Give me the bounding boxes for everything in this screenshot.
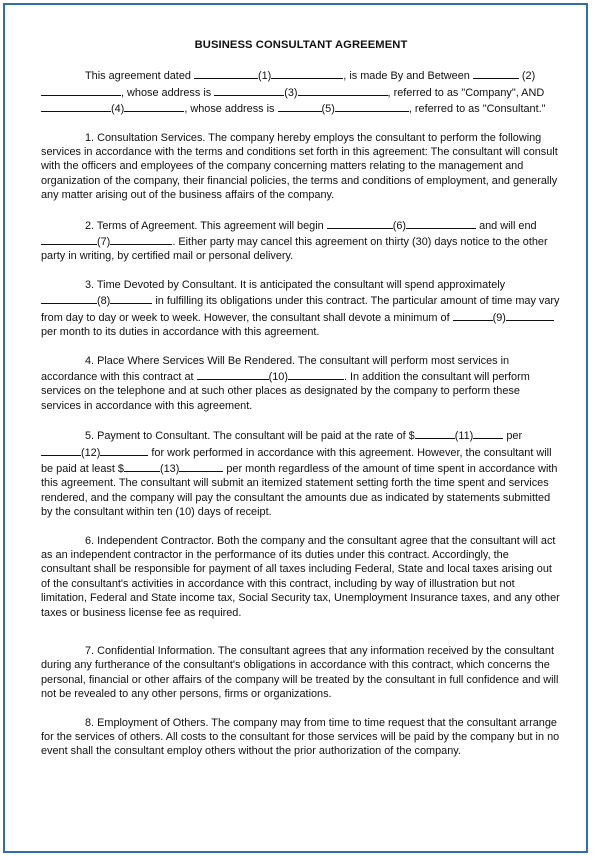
blank-field-3-tail — [298, 84, 388, 96]
intro-paragraph: This agreement dated (1) , is made By and Between (2), whose address is (3) , referred to as "Company", AND (4) , whose address is (5) , referred to as "Consultant." — [41, 67, 561, 116]
blank-field-7-tail — [110, 233, 172, 245]
section-5-payment: 5. Payment to Consultant. The consultant will be paid at the rate of $ (11) per (12) for work performed in accordance with this agreement. However, the consultant will be paid at least $ (13) per month regardless of the amount of time spent in accordance with this agreement. The consultant will submit an itemized statement setting forth the time spent and services rendered, and the company will pay the consultant the amounts due as indicated by statements submitted by the consultant within ten (10) days of receipt. — [41, 427, 561, 519]
blank-field-8-tail — [110, 292, 152, 304]
blank-field-12-tail — [100, 444, 148, 456]
blank-field-1-tail — [271, 67, 343, 79]
blank-field-13 — [124, 460, 160, 472]
agreement-document — [41, 38, 561, 773]
blank-field-7 — [41, 233, 97, 245]
section-6-independent-contractor: 6. Independent Contractor. Both the company and the consultant agree that the consultant will act as an independent contractor in the performance of its duties under this contract. Accordingly, the consultant shall be responsible for payment of all taxes including Federal, State and local taxes arising out of the consultant's activities in accordance with this contract, including by way of illustration but not limitation, Federal and State income tax, Social Security tax, Unemployment Insurance taxes, and any other taxes or business license fee as required. — [41, 534, 560, 619]
blank-field-8 — [41, 292, 97, 304]
section-1-consultation-services: 1. Consultation Services. The company hereby employs the consultant to perform the following services in accordance with the terms and conditions set forth in this agreement: The consultant will consult with the officers and employees of the company concerning matters relating to the management and organization of the company, their financial policies, the terms and conditions of employment, and generally any matter arising out of the business affairs of the company. — [41, 131, 558, 202]
blank-field-4-tail — [124, 100, 184, 112]
blank-field-2-tail — [41, 84, 121, 96]
document-title: BUSINESS CONSULTANT AGREEMENT — [194, 39, 408, 51]
blank-field-5-tail — [335, 100, 409, 112]
section-7-confidential-information: 7. Confidential Information. The consultant agrees that any information received by the consultant during any furtherance of the consultant's obligations in accordance with this contract, which concerns the personal, financial or other affairs of the company will be treated by the consultant in full confidence and will not be revealed to any other persons, firms or organizations. — [41, 645, 559, 701]
blank-field-1 — [194, 67, 258, 79]
blank-field-9 — [453, 309, 493, 321]
blank-field-2 — [473, 67, 519, 79]
section-4-place-of-services: 4. Place Where Services Will Be Rendered. The consultant will perform most services in accordance with this contract at (10) . In addition the consultant will perform services on the telephone and at such other places as designated by the company to perform these services in accordance with this agreement. — [41, 354, 530, 412]
section-2-terms-of-agreement: 2. Terms of Agreement. This agreement will begin (6) and will end (7) . Either party may cancel this agreement on thirty (30) days notice to the other party in writing, by certified mail or personal delivery. — [41, 217, 561, 264]
blank-field-4 — [41, 100, 111, 112]
blank-field-3 — [214, 84, 284, 96]
blank-field-13-tail — [179, 460, 223, 472]
blank-field-12 — [41, 444, 81, 456]
section-3-time-devoted: 3. Time Devoted by Consultant. It is anticipated the consultant will spend approximately (8) in fulfilling its obligations under this contract. The particular amount of time may vary from day to day or week to week. However, the consultant shall devote a minimum of (9) per month to its duties in accordance with this agreement. — [41, 278, 560, 339]
blank-field-10-tail — [288, 368, 344, 380]
blank-field-10 — [197, 368, 269, 380]
blank-field-11 — [415, 427, 455, 439]
blank-field-11-tail — [473, 427, 503, 439]
blank-field-6 — [327, 217, 393, 229]
blank-field-6-tail — [406, 217, 476, 229]
blank-field-9-tail — [506, 309, 554, 321]
section-8-employment-of-others: 8. Employment of Others. The company may from time to time request that the consultant arrange for the services of others. All costs to the consultant for those services will be paid by the company but in no event shall the consultant employ others without the prior authorization of the company. — [41, 716, 560, 758]
blank-field-5 — [278, 100, 322, 112]
